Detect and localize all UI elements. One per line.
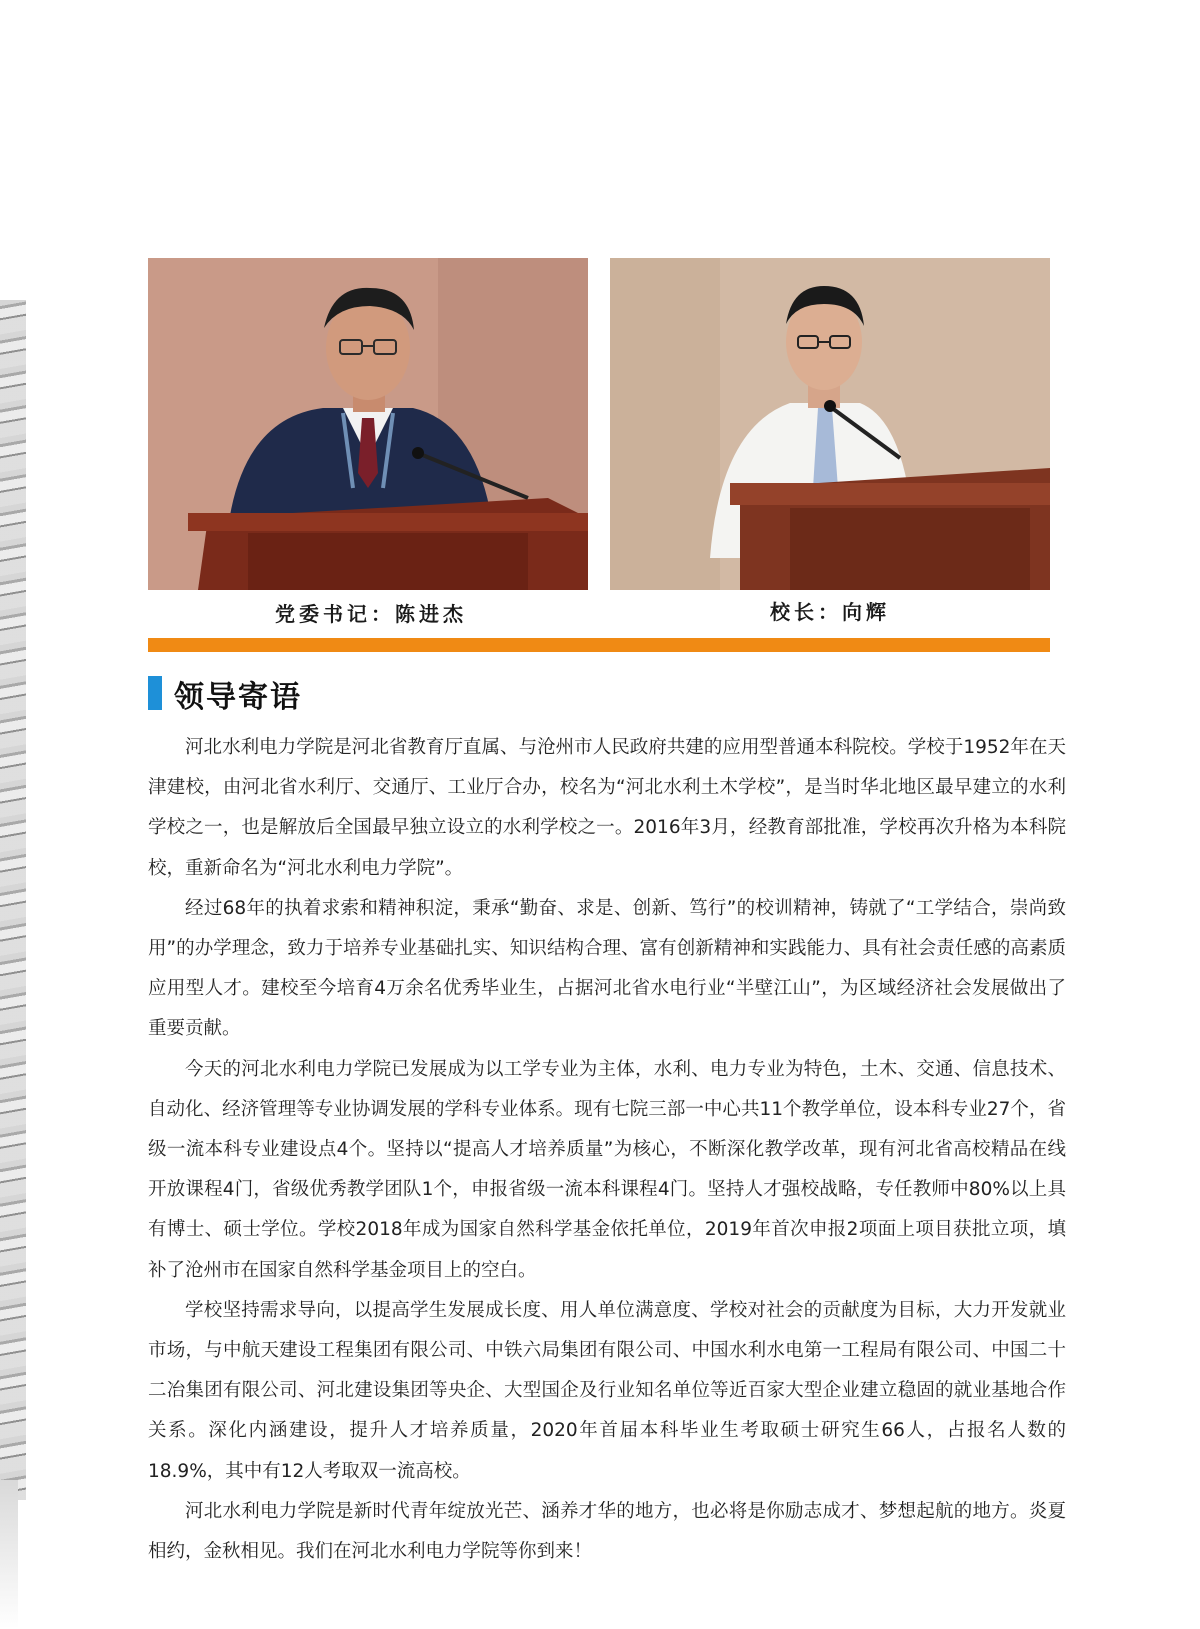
photo-party-secretary xyxy=(148,258,588,590)
party-secretary-illustration xyxy=(148,258,588,590)
caption-party-secretary: 党委书记：陈进杰 xyxy=(275,602,467,626)
president-illustration xyxy=(610,258,1050,590)
heading-marker xyxy=(148,676,162,710)
photo-president xyxy=(610,258,1050,590)
paragraph: 河北水利电力学院是新时代青年绽放光芒、涵养才华的地方，也必将是你励志成才、梦想起航的地方。炎夏相约，金秋相见。我们在河北水利电力学院等你到来！ xyxy=(148,1500,1066,1563)
paragraph: 今天的河北水利电力学院已发展成为以工学专业为主体，水利、电力专业为特色，土木、交通、信息技术、自动化、经济管理等专业协调发展的学科专业体系。现有七院三部一中心共11个教学单位，设本科专业27个，省级一流本科专业建设点4个。坚持以“提高人才培养质量”为核心，不断深化教学改革，现有河北省高校精品在线开放课程4门，省级优秀教学团队1个，申报省级一流本科课程4门。坚持人才强校战略，专任教师中80%以上具有博士、硕士学位。学校2018年成为国家自然科学基金依托单位，2019年首次申报2项面上项目获批立项，填补了沧州市在国家自然科学基金项目上的空白。 xyxy=(148,1058,1066,1281)
paragraph: 河北水利电力学院是河北省教育厅直属、与沧州市人民政府共建的应用型普通本科院校。学校于1952年在天津建校，由河北省水利厅、交通厅、工业厅合办，校名为“河北水利土木学校”，是当时华北地区最早建立的水利学校之一，也是解放后全国最早独立设立的水利学校之一。2016年3月，经教育部批准，学校再次升格为本科院校，重新命名为“河北水利电力学院”。 xyxy=(148,737,1066,879)
caption-president: 校长：向辉 xyxy=(770,600,890,624)
decorative-edge-fade xyxy=(0,1480,18,1629)
message-body xyxy=(148,728,1066,1572)
section-divider-bar xyxy=(148,638,1050,652)
paragraph: 学校坚持需求导向，以提高学生发展成长度、用人单位满意度、学校对社会的贡献度为目标，大力开发就业市场，与中航天建设工程集团有限公司、中铁六局集团有限公司、中国水利水电第一工程局有限公司、中国二十二冶集团有限公司、河北建设集团等央企、大型国企及行业知名单位等近百家大型企业建立稳固的就业基地合作关系。深化内涵建设，提升人才培养质量，2020年首届本科毕业生考取硕士研究生66人，占报名人数的18.9%，其中有12人考取双一流高校。 xyxy=(148,1299,1066,1482)
section-heading: 领导寄语 xyxy=(174,680,302,715)
decorative-edge-texture xyxy=(0,300,26,1500)
paragraph: 经过68年的执着求索和精神积淀，秉承“勤奋、求是、创新、笃行”的校训精神，铸就了“工学结合，崇尚致用”的办学理念，致力于培养专业基础扎实、知识结构合理、富有创新精神和实践能力、具有社会责任感的高素质应用型人才。建校至今培育4万余名优秀毕业生，占据河北省水电行业“半壁江山”，为区域经济社会发展做出了重要贡献。 xyxy=(148,897,1066,1040)
